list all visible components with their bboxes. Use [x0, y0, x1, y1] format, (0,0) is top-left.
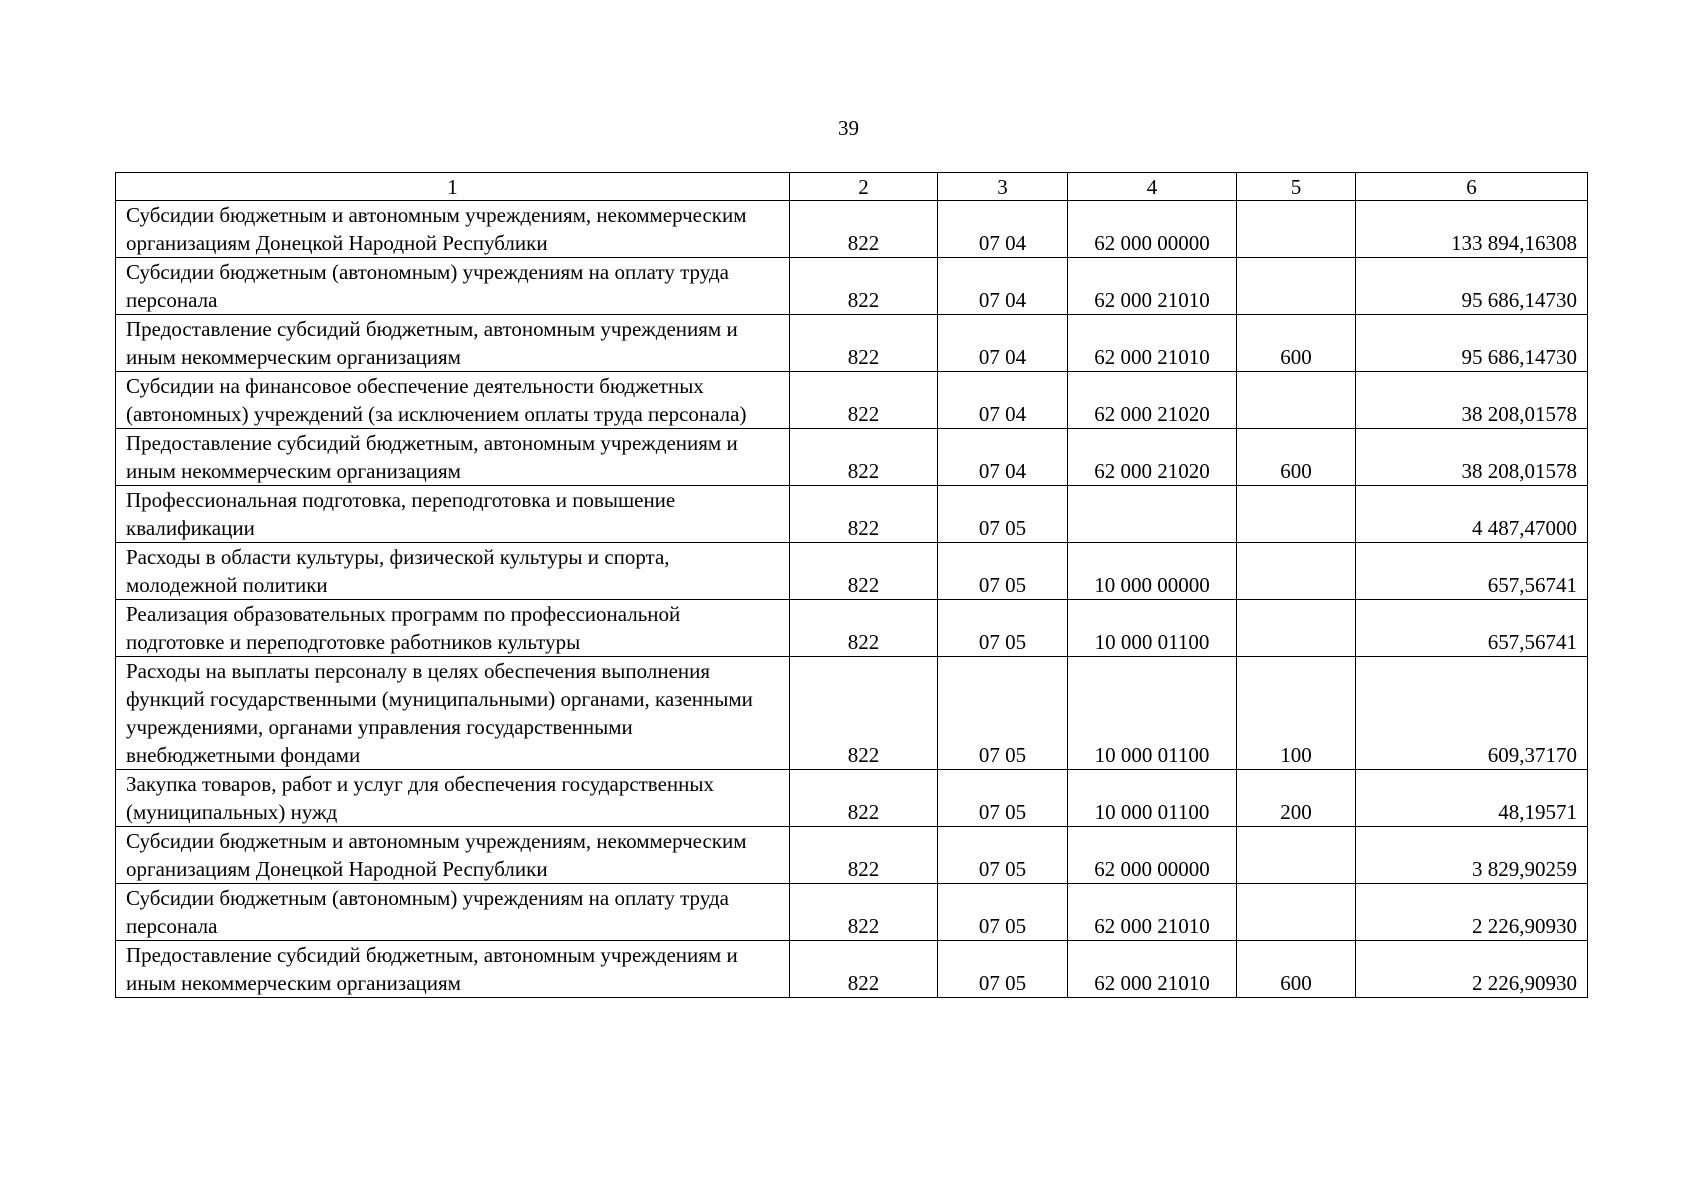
expense-type-code — [1237, 372, 1356, 429]
expense-type-code — [1237, 486, 1356, 543]
target-article-code: 62 000 21020 — [1068, 372, 1237, 429]
expense-type-code — [1237, 258, 1356, 315]
section-code: 07 05 — [938, 941, 1068, 998]
amount: 95 686,14730 — [1356, 315, 1588, 372]
item-name: Предоставление субсидий бюджетным, автономным учреждениям и иным некоммерческим организациям — [116, 941, 790, 998]
department-code: 822 — [790, 258, 938, 315]
expense-type-code — [1237, 201, 1356, 258]
target-article-code: 10 000 01100 — [1068, 657, 1237, 770]
amount: 38 208,01578 — [1356, 429, 1588, 486]
expense-type-code — [1237, 884, 1356, 941]
item-name: Реализация образовательных программ по профессиональной подготовке и переподготовке работников культуры — [116, 600, 790, 657]
amount: 657,56741 — [1356, 543, 1588, 600]
section-code: 07 05 — [938, 657, 1068, 770]
column-header-2: 2 — [790, 173, 938, 201]
item-name: Профессиональная подготовка, переподготовка и повышение квалификации — [116, 486, 790, 543]
expense-type-code — [1237, 600, 1356, 657]
table-row — [116, 543, 1588, 600]
amount: 95 686,14730 — [1356, 258, 1588, 315]
amount: 3 829,90259 — [1356, 827, 1588, 884]
department-code: 822 — [790, 657, 938, 770]
table-row — [116, 429, 1588, 486]
department-code: 822 — [790, 543, 938, 600]
department-code: 822 — [790, 770, 938, 827]
target-article-code: 62 000 00000 — [1068, 201, 1237, 258]
item-name: Предоставление субсидий бюджетным, автономным учреждениям и иным некоммерческим организациям — [116, 429, 790, 486]
department-code: 822 — [790, 315, 938, 372]
section-code: 07 04 — [938, 315, 1068, 372]
table-row — [116, 258, 1588, 315]
table-row — [116, 657, 1588, 770]
amount: 2 226,90930 — [1356, 884, 1588, 941]
target-article-code: 62 000 00000 — [1068, 827, 1237, 884]
page-number: 39 — [838, 116, 859, 140]
section-code: 07 05 — [938, 827, 1068, 884]
expense-type-code — [1237, 543, 1356, 600]
item-name: Субсидии на финансовое обеспечение деятельности бюджетных (автономных) учреждений (за исключением оплаты труда персонала) — [116, 372, 790, 429]
amount: 657,56741 — [1356, 600, 1588, 657]
section-code: 07 05 — [938, 600, 1068, 657]
section-code: 07 04 — [938, 372, 1068, 429]
column-header-6: 6 — [1356, 173, 1588, 201]
target-article-code: 10 000 01100 — [1068, 770, 1237, 827]
item-name: Субсидии бюджетным (автономным) учреждениям на оплату труда персонала — [116, 884, 790, 941]
item-name: Расходы на выплаты персоналу в целях обеспечения выполнения функций государственными (муниципальными) органами, казенными учреждениями, органами управления государственными внебюджетными фондами — [116, 657, 790, 770]
target-article-code — [1068, 486, 1237, 543]
column-header-4: 4 — [1068, 173, 1237, 201]
section-code: 07 05 — [938, 884, 1068, 941]
column-header-5: 5 — [1237, 173, 1356, 201]
section-code: 07 05 — [938, 770, 1068, 827]
item-name: Субсидии бюджетным (автономным) учреждениям на оплату труда персонала — [116, 258, 790, 315]
expense-type-code — [1237, 827, 1356, 884]
table-row — [116, 315, 1588, 372]
amount: 4 487,47000 — [1356, 486, 1588, 543]
department-code: 822 — [790, 884, 938, 941]
item-name: Закупка товаров, работ и услуг для обеспечения государственных (муниципальных) нужд — [116, 770, 790, 827]
department-code: 822 — [790, 486, 938, 543]
item-name: Расходы в области культуры, физической культуры и спорта, молодежной политики — [116, 543, 790, 600]
table-row — [116, 827, 1588, 884]
section-code: 07 04 — [938, 201, 1068, 258]
column-header-3: 3 — [938, 173, 1068, 201]
target-article-code: 62 000 21010 — [1068, 315, 1237, 372]
department-code: 822 — [790, 429, 938, 486]
amount: 133 894,16308 — [1356, 201, 1588, 258]
target-article-code: 62 000 21010 — [1068, 258, 1237, 315]
table-row — [116, 486, 1588, 543]
item-name: Субсидии бюджетным и автономным учреждениям, некоммерческим организациям Донецкой Народной Республики — [116, 827, 790, 884]
item-name: Предоставление субсидий бюджетным, автономным учреждениям и иным некоммерческим организациям — [116, 315, 790, 372]
department-code: 822 — [790, 827, 938, 884]
budget-table — [115, 172, 1588, 998]
amount: 48,19571 — [1356, 770, 1588, 827]
table-row — [116, 884, 1588, 941]
target-article-code: 10 000 01100 — [1068, 600, 1237, 657]
table-row — [116, 770, 1588, 827]
expense-type-code: 600 — [1237, 429, 1356, 486]
department-code: 822 — [790, 600, 938, 657]
expense-type-code: 600 — [1237, 315, 1356, 372]
expense-type-code: 200 — [1237, 770, 1356, 827]
table-body — [116, 201, 1588, 998]
section-code: 07 05 — [938, 486, 1068, 543]
amount: 2 226,90930 — [1356, 941, 1588, 998]
table-header — [116, 173, 1588, 201]
section-code: 07 05 — [938, 543, 1068, 600]
expense-type-code: 600 — [1237, 941, 1356, 998]
section-code: 07 04 — [938, 429, 1068, 486]
department-code: 822 — [790, 941, 938, 998]
target-article-code: 62 000 21010 — [1068, 941, 1237, 998]
department-code: 822 — [790, 372, 938, 429]
table-row — [116, 372, 1588, 429]
target-article-code: 62 000 21020 — [1068, 429, 1237, 486]
item-name: Субсидии бюджетным и автономным учреждениям, некоммерческим организациям Донецкой Народной Республики — [116, 201, 790, 258]
header-row — [116, 173, 1588, 201]
target-article-code: 62 000 21010 — [1068, 884, 1237, 941]
target-article-code: 10 000 00000 — [1068, 543, 1237, 600]
department-code: 822 — [790, 201, 938, 258]
amount: 609,37170 — [1356, 657, 1588, 770]
table-row — [116, 941, 1588, 998]
table-row — [116, 201, 1588, 258]
amount: 38 208,01578 — [1356, 372, 1588, 429]
section-code: 07 04 — [938, 258, 1068, 315]
table-row — [116, 600, 1588, 657]
expense-type-code: 100 — [1237, 657, 1356, 770]
column-header-1: 1 — [116, 173, 790, 201]
